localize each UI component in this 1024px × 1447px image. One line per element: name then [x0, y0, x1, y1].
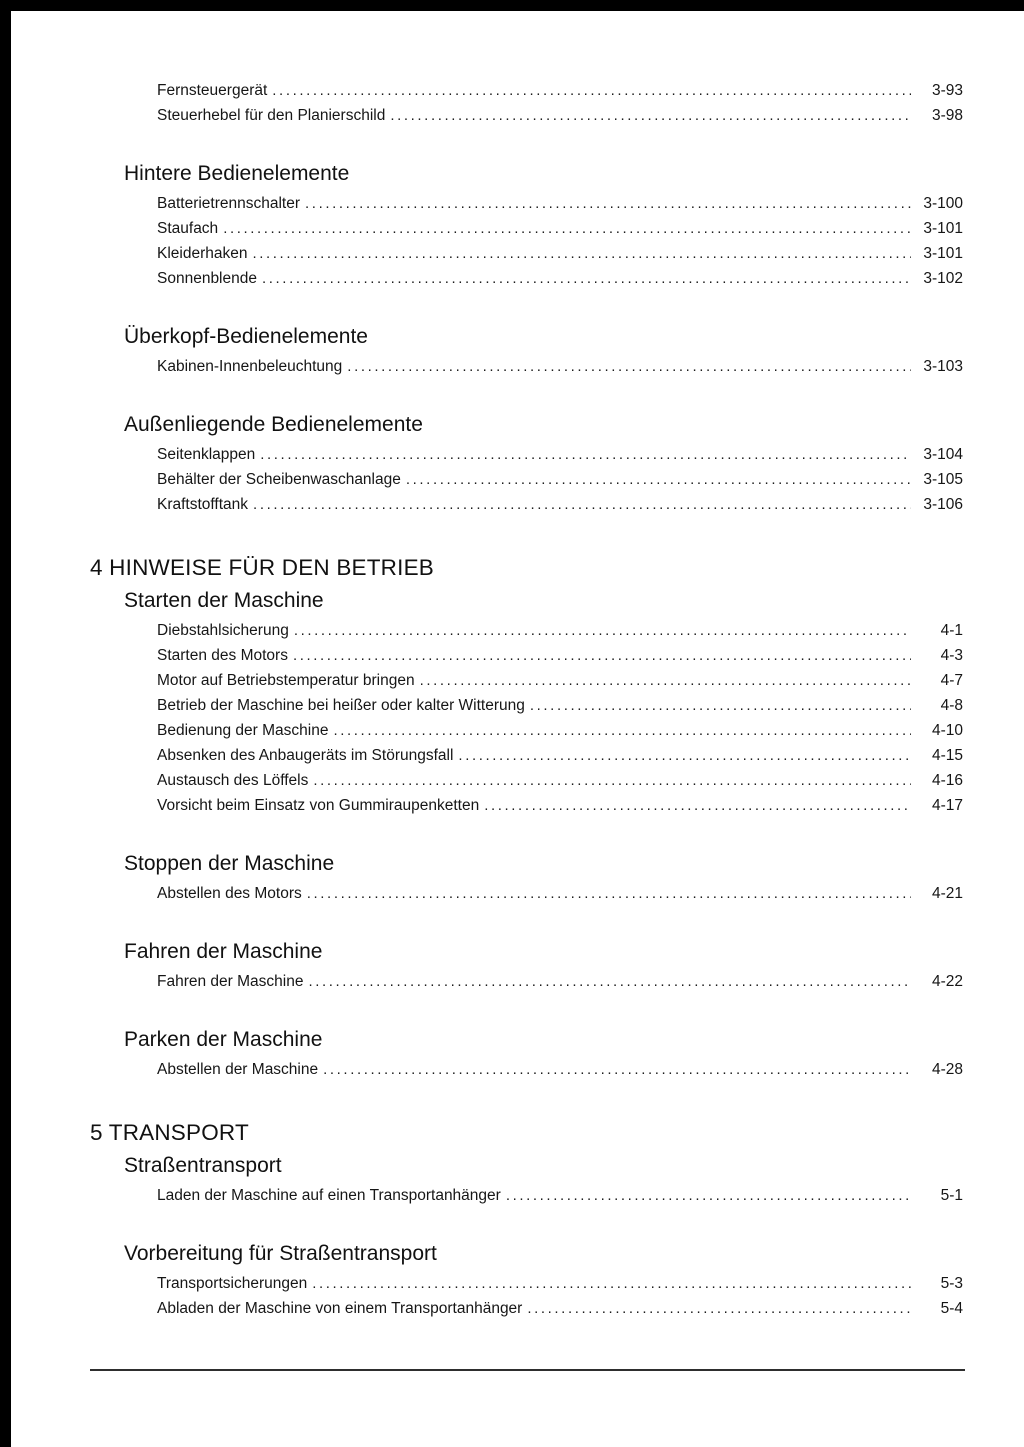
toc-dot-leader — [312, 1271, 911, 1296]
section-heading: Außenliegende Bedienelemente — [124, 413, 423, 436]
toc-entry-label: Absenken des Anbaugeräts im Störungsfall — [157, 747, 454, 764]
toc-entry — [157, 881, 963, 906]
toc-entry-label: Starten des Motors — [157, 647, 288, 664]
toc-entry — [157, 492, 963, 517]
toc-entry-label: Austausch des Löffels — [157, 772, 309, 789]
toc-entry — [157, 1183, 963, 1208]
section-heading: Starten der Maschine — [124, 589, 324, 612]
toc-section — [90, 1240, 963, 1321]
toc-entry-page: 3-101 — [923, 245, 963, 262]
toc-section — [90, 938, 963, 994]
toc-entry — [157, 266, 963, 291]
chapter-heading: 4 HINWEISE FÜR DEN BETRIEB — [90, 555, 434, 580]
toc-dot-leader — [252, 241, 911, 266]
toc-entry — [157, 103, 963, 128]
chapter-heading: 5 TRANSPORT — [90, 1120, 249, 1145]
toc-entry-label: Abstellen der Maschine — [157, 1061, 319, 1078]
toc-list — [90, 1183, 963, 1208]
toc-dot-leader — [530, 693, 911, 718]
toc-section — [90, 1026, 963, 1082]
toc-list — [90, 354, 963, 379]
toc-list — [90, 191, 963, 291]
toc-entry — [157, 241, 963, 266]
toc-dot-leader — [308, 969, 911, 994]
toc-dot-leader — [347, 354, 911, 379]
toc-entry-page: 4-10 — [931, 722, 963, 739]
toc-entry-label: Sonnenblende — [157, 270, 257, 287]
toc-dot-leader — [262, 266, 911, 291]
toc-entry-label: Bedienung der Maschine — [157, 722, 329, 739]
toc-entry-page: 3-98 — [931, 107, 963, 124]
toc-list — [90, 78, 963, 128]
page-border-top — [0, 0, 1024, 11]
section-heading: Parken der Maschine — [124, 1028, 323, 1051]
toc-entry-label: Fahren der Maschine — [157, 973, 304, 990]
toc-entry — [157, 1057, 963, 1082]
toc-entry-page: 3-105 — [923, 471, 963, 488]
toc-entry — [157, 216, 963, 241]
toc-entry-page: 3-93 — [931, 82, 963, 99]
section-heading: Hintere Bedienelemente — [124, 162, 350, 185]
toc-entry-label: Abstellen des Motors — [157, 885, 302, 902]
toc-entry-label: Kraftstofftank — [157, 496, 249, 513]
toc-entry-page: 3-102 — [923, 270, 963, 287]
toc-dot-leader — [307, 881, 911, 906]
toc-entry-page: 5-3 — [940, 1275, 963, 1292]
toc-entry — [157, 693, 963, 718]
toc-entry — [157, 1271, 963, 1296]
toc-entry-page: 4-1 — [940, 622, 963, 639]
toc-entry-page: 5-4 — [940, 1300, 963, 1317]
toc-entry-page: 4-28 — [931, 1061, 963, 1078]
toc-list — [90, 1057, 963, 1082]
toc-dot-leader — [458, 743, 911, 768]
toc-entry-label: Kabinen-Innenbeleuchtung — [157, 358, 343, 375]
toc-dot-leader — [260, 442, 911, 467]
section-heading: Überkopf-Bedienelemente — [124, 325, 368, 348]
toc-dot-leader — [420, 668, 911, 693]
toc-entry-page: 4-22 — [931, 973, 963, 990]
toc-section — [90, 587, 963, 818]
toc-entry — [157, 969, 963, 994]
toc-dot-leader — [223, 216, 911, 241]
toc-entry — [157, 78, 963, 103]
toc-entry-page: 3-100 — [923, 195, 963, 212]
toc — [90, 78, 963, 1321]
section-heading: Fahren der Maschine — [124, 940, 323, 963]
toc-list — [90, 881, 963, 906]
toc-entry-page: 5-1 — [940, 1187, 963, 1204]
toc-entry — [157, 643, 963, 668]
toc-entry-label: Motor auf Betriebstemperatur bringen — [157, 672, 415, 689]
toc-entry-label: Diebstahlsicherung — [157, 622, 289, 639]
toc-entry-page: 4-16 — [931, 772, 963, 789]
toc-entry-label: Vorsicht beim Einsatz von Gummiraupenketten — [157, 797, 480, 814]
toc-entry-label: Batterietrennschalter — [157, 195, 301, 212]
toc-section — [90, 323, 963, 379]
toc-entry-page: 4-3 — [940, 647, 963, 664]
toc-entry-label: Fernsteuergerät — [157, 82, 268, 99]
section-heading: Straßentransport — [124, 1154, 282, 1177]
toc-entry-label: Laden der Maschine auf einen Transportanhänger — [157, 1187, 501, 1204]
toc-section — [90, 411, 963, 517]
toc-entry-page: 3-101 — [923, 220, 963, 237]
toc-dot-leader — [406, 467, 911, 492]
toc-dot-leader — [527, 1296, 911, 1321]
toc-entry-page: 4-15 — [931, 747, 963, 764]
toc-dot-leader — [305, 191, 911, 216]
toc-section — [90, 850, 963, 906]
toc-entry-page: 4-7 — [940, 672, 963, 689]
section-heading: Vorbereitung für Straßentransport — [124, 1242, 437, 1265]
section-heading: Stoppen der Maschine — [124, 852, 335, 875]
toc-entry — [157, 442, 963, 467]
toc-dot-leader — [506, 1183, 911, 1208]
toc-entry — [157, 354, 963, 379]
toc-dot-leader — [390, 103, 911, 128]
toc-section — [90, 160, 963, 291]
toc-dot-leader — [484, 793, 911, 818]
toc-entry-label: Kleiderhaken — [157, 245, 248, 262]
toc-dot-leader — [333, 718, 911, 743]
toc-entry — [157, 718, 963, 743]
toc-entry — [157, 618, 963, 643]
toc-dot-leader — [253, 492, 911, 517]
toc-list — [90, 969, 963, 994]
toc-entry-page: 4-8 — [940, 697, 963, 714]
toc-list — [90, 442, 963, 517]
toc-entry-page: 3-104 — [923, 446, 963, 463]
toc-list — [90, 1271, 963, 1321]
toc-entry-page: 3-106 — [923, 496, 963, 513]
toc-dot-leader — [323, 1057, 911, 1082]
toc-entry-page: 4-17 — [931, 797, 963, 814]
toc-entry-label: Behälter der Scheibenwaschanlage — [157, 471, 401, 488]
toc-entry-label: Abladen der Maschine von einem Transportanhänger — [157, 1300, 523, 1317]
page-border-left — [0, 0, 11, 1447]
toc-dot-leader — [294, 618, 911, 643]
toc-entry — [157, 768, 963, 793]
toc-entry-label: Betrieb der Maschine bei heißer oder kalter Witterung — [157, 697, 525, 714]
toc-dot-leader — [293, 643, 911, 668]
toc-entry-label: Seitenklappen — [157, 446, 256, 463]
toc-entry-page: 3-103 — [923, 358, 963, 375]
toc-entry — [157, 793, 963, 818]
toc-section — [90, 1152, 963, 1208]
toc-entry — [157, 743, 963, 768]
toc-dot-leader — [272, 78, 911, 103]
toc-entry-label: Transportsicherungen — [157, 1275, 308, 1292]
toc-entry-label: Steuerhebel für den Planierschild — [157, 107, 386, 124]
toc-entry — [157, 467, 963, 492]
footer-rule — [90, 1369, 965, 1371]
toc-entry-label: Staufach — [157, 220, 219, 237]
toc-list — [90, 618, 963, 818]
toc-entry — [157, 191, 963, 216]
toc-entry — [157, 668, 963, 693]
toc-entry-page: 4-21 — [931, 885, 963, 902]
toc-entry — [157, 1296, 963, 1321]
toc-entry-group — [90, 78, 963, 128]
toc-dot-leader — [313, 768, 911, 793]
